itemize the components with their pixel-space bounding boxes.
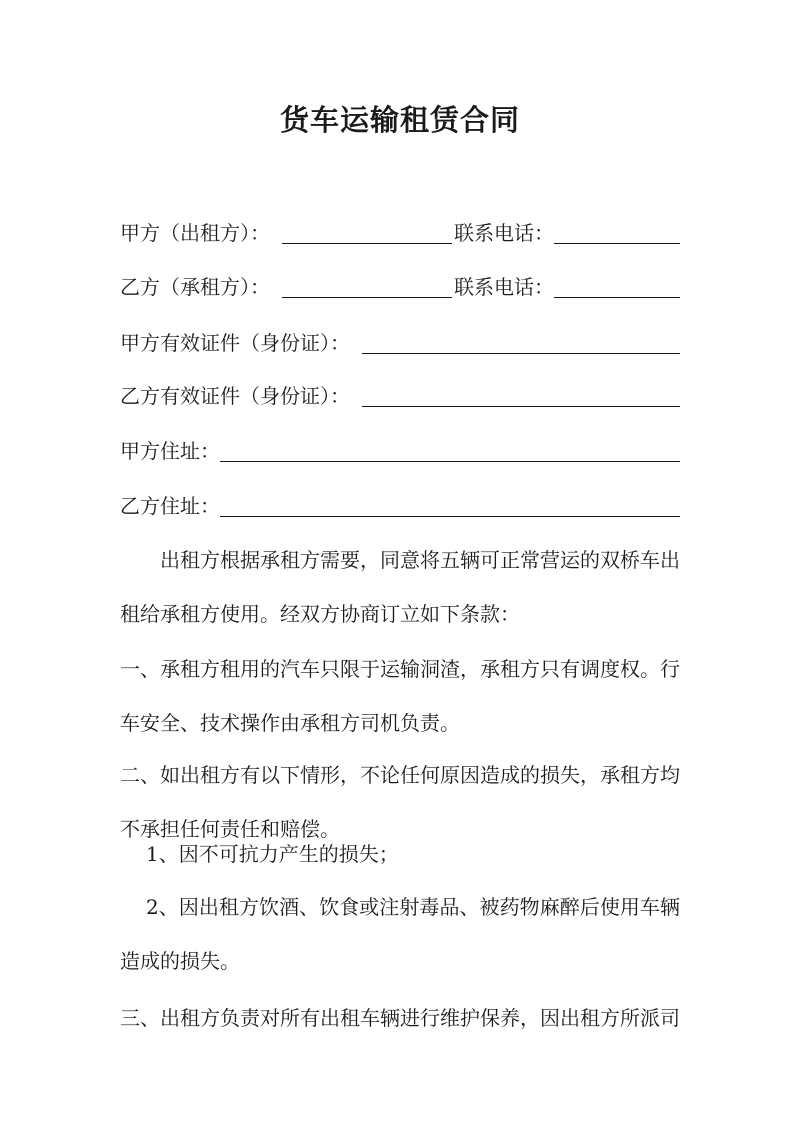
party-a-phone-label: 联系电话：	[454, 221, 554, 245]
party-b-id-label: 乙方有效证件（身份证）：	[120, 384, 350, 408]
party-b-id-field	[120, 381, 680, 411]
party-a-id-field	[120, 328, 680, 358]
clause-2-item-1: 1、因不可抗力产生的损失；	[146, 842, 399, 866]
party-a-id-blank[interactable]	[362, 353, 680, 354]
party-b-phone-blank[interactable]	[554, 297, 680, 298]
party-b-address-field	[120, 491, 680, 521]
clause-2-paragraph: 二、如出租方有以下情形，不论任何原因造成的损失，承租方均不承担任何责任和赔偿。	[120, 763, 680, 841]
clause-1-paragraph: 一、承租方租用的汽车只限于运输洞渣，承租方只有调度权。行车安全、技术操作由承租方司机负责。	[120, 657, 680, 735]
party-b-id-blank[interactable]	[362, 406, 680, 407]
clause-3-paragraph: 三、出租方负责对所有出租车辆进行维护保养，因出租方所派司	[120, 1006, 680, 1030]
party-a-phone-blank[interactable]	[554, 243, 680, 244]
intro-paragraph: 出租方根据承租方需要，同意将五辆可正常营运的双桥车出租给承租方使用。经双方协商订立如下条款：	[120, 548, 680, 626]
party-b-phone-label: 联系电话：	[454, 275, 554, 299]
party-a-address-field	[120, 436, 680, 466]
party-b-address-label: 乙方住址：	[120, 494, 220, 518]
party-b-lessee-label: 乙方（承租方）：	[120, 275, 270, 299]
party-b-address-blank[interactable]	[220, 516, 680, 517]
document-title: 货车运输租赁合同	[279, 103, 520, 137]
party-b-lessee-blank[interactable]	[282, 297, 452, 298]
party-a-address-label: 甲方住址：	[120, 439, 220, 463]
party-a-address-blank[interactable]	[220, 461, 680, 462]
party-a-lessor-blank[interactable]	[282, 243, 452, 244]
party-a-id-label: 甲方有效证件（身份证）：	[120, 331, 350, 355]
clause-2-item-2: 2、因出租方饮酒、饮食或注射毒品、被药物麻醉后使用车辆造成的损失。	[120, 895, 680, 973]
party-a-lessor-label: 甲方（出租方）：	[120, 221, 270, 245]
party-a-lessor-field	[120, 218, 680, 248]
party-b-lessee-field	[120, 272, 680, 302]
